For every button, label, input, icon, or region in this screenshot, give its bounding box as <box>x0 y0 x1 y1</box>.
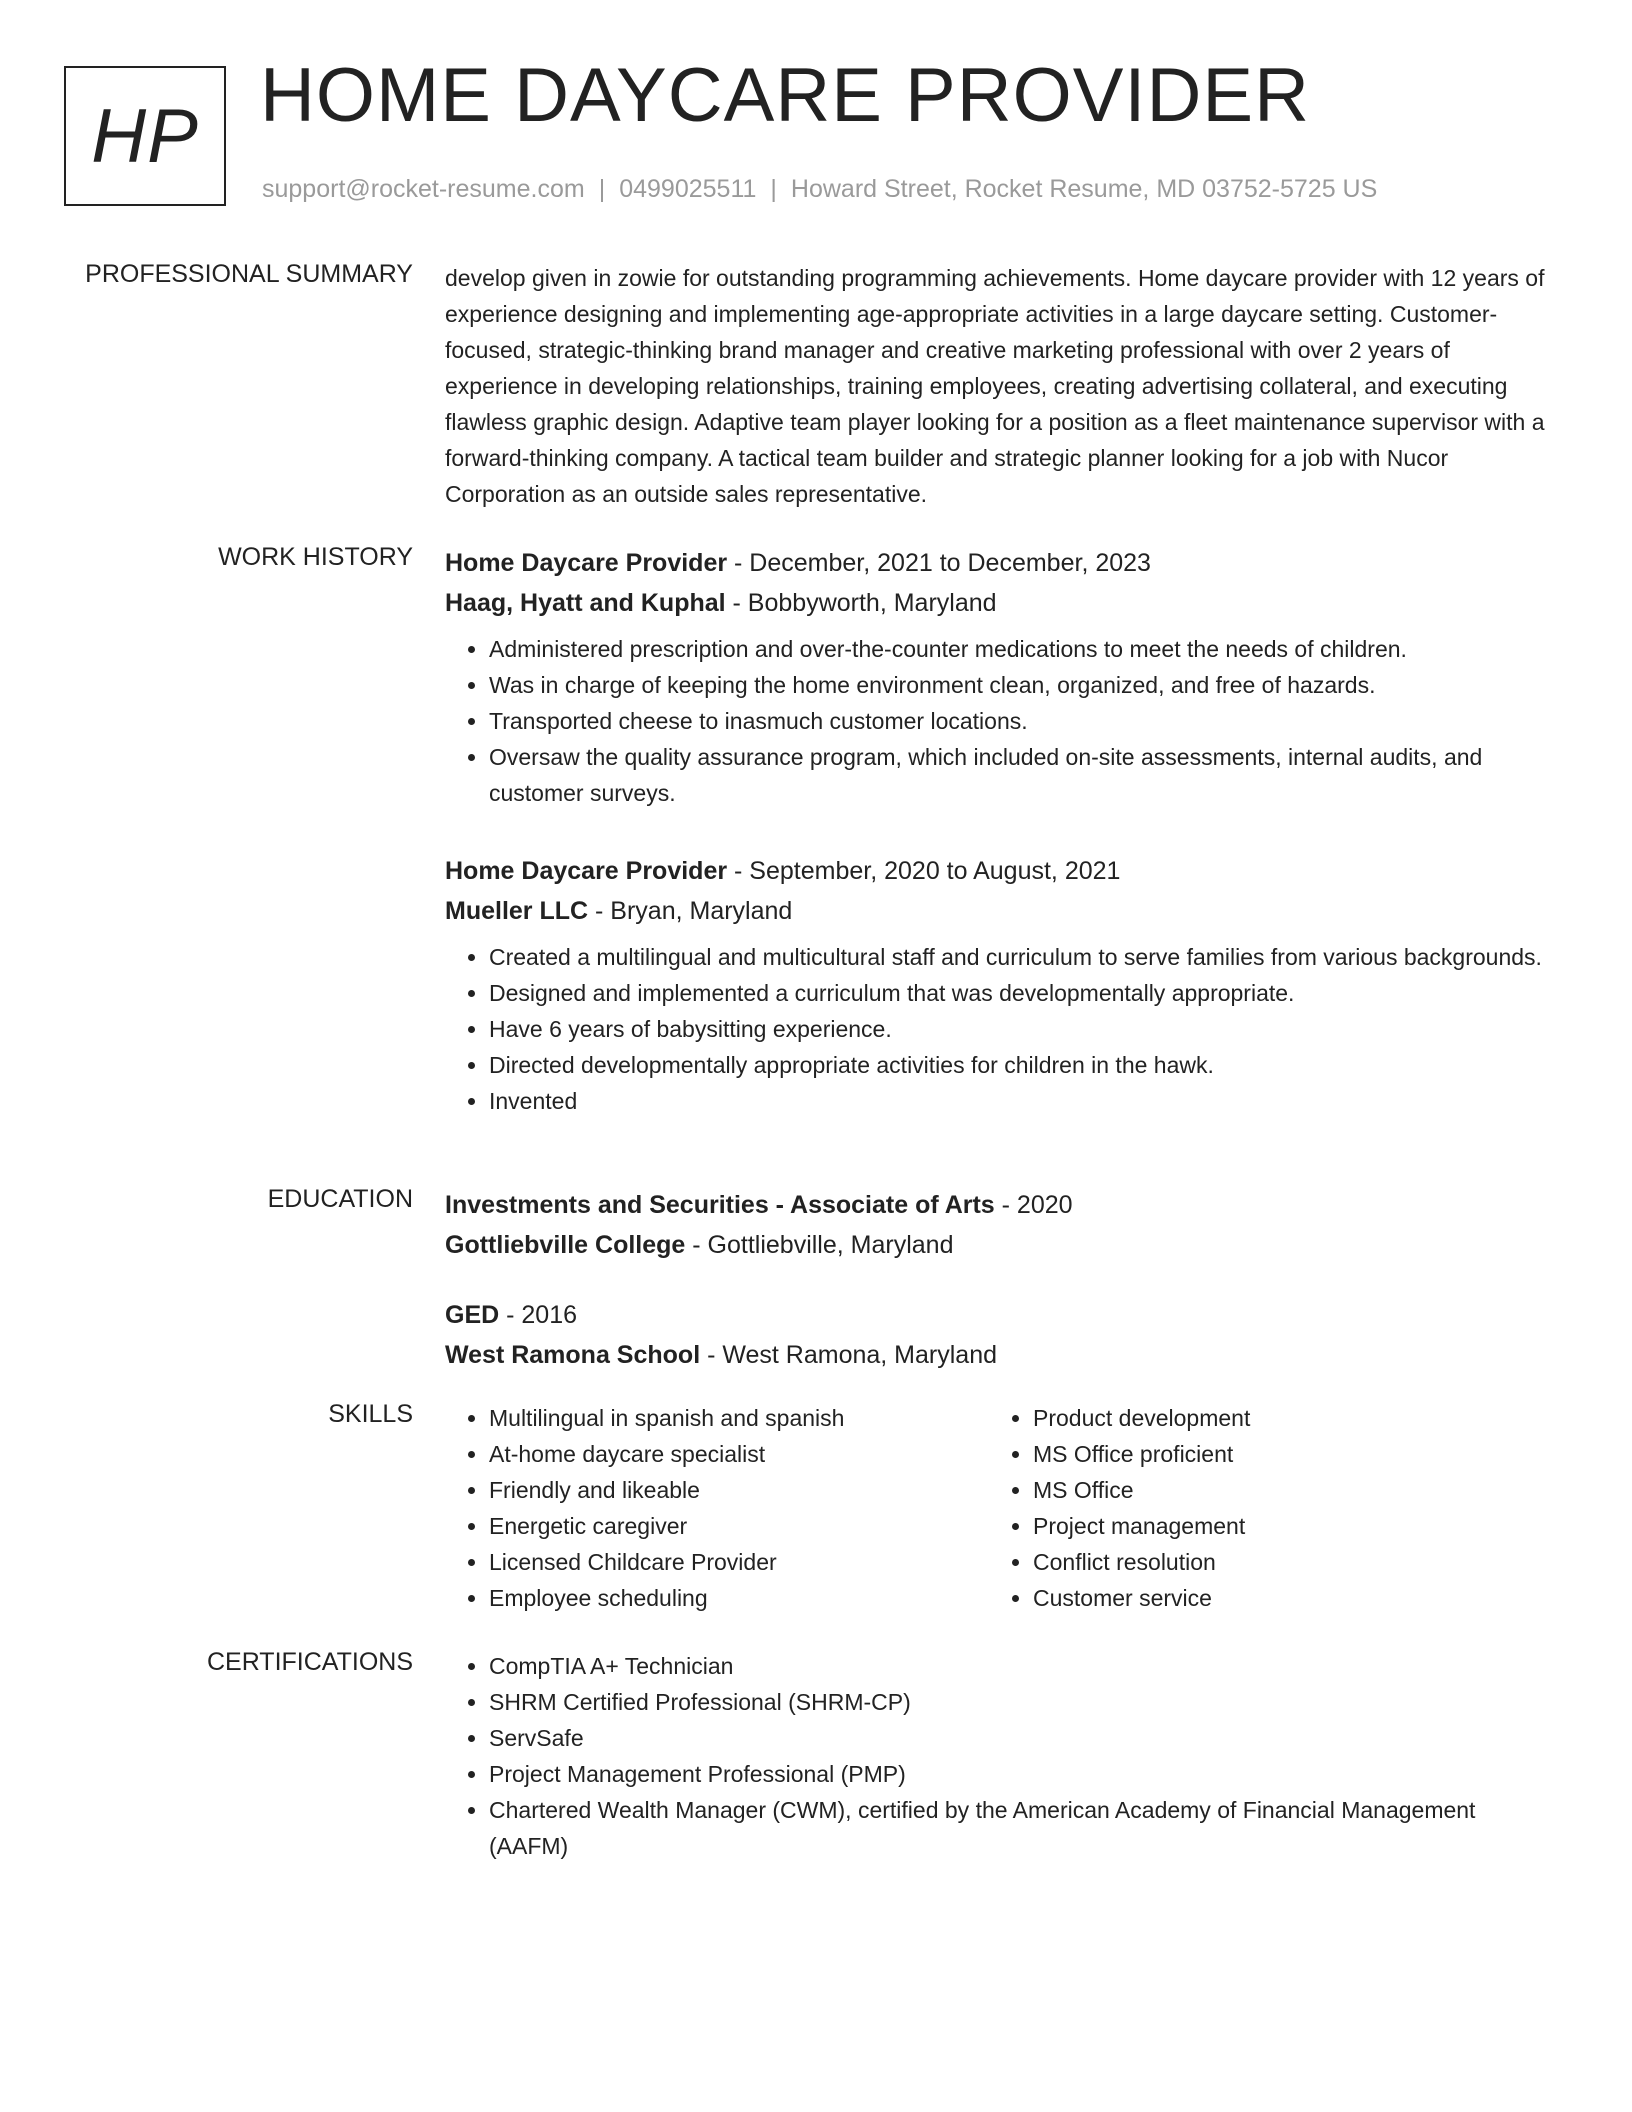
job-entry <box>445 543 1560 811</box>
list-item: • Chartered Wealth Manager (CWM), certified by the American Academy of Financial Management (AAFM) <box>489 1792 1560 1864</box>
contact-separator: | <box>770 175 777 203</box>
job-location: - Bobbyworth, Maryland <box>725 589 997 617</box>
contact-email: support@rocket-resume.com <box>262 175 585 203</box>
list-item: • MS Office proficient <box>1033 1436 1533 1472</box>
education-entry <box>445 1185 1560 1265</box>
school: West Ramona School <box>445 1341 701 1369</box>
section-title: PROFESSIONAL SUMMARY <box>85 260 413 288</box>
section-title: EDUCATION <box>267 1185 413 1213</box>
job-role-line <box>445 851 1560 891</box>
degree-line <box>445 1295 1560 1335</box>
list-item: • ServSafe <box>489 1720 1560 1756</box>
certification-list <box>445 1648 1560 1864</box>
list-item: • CompTIA A+ Technician <box>489 1648 1560 1684</box>
job-dates: - December, 2021 to December, 2023 <box>727 549 1151 577</box>
list-item: • Administered prescription and over-the-counter medications to meet the needs of children. <box>489 631 1560 667</box>
list-item: • Customer service <box>1033 1580 1533 1616</box>
list-item: • Licensed Childcare Provider <box>489 1544 989 1580</box>
job-company: Haag, Hyatt and Kuphal <box>445 589 726 617</box>
list-item: • Designed and implemented a curriculum that was developmentally appropriate. <box>489 975 1560 1011</box>
summary-text: develop given in zowie for outstanding programming achievements. Home daycare provider with 12 years of experience designing and implementing age-appropriate activities in a large daycare setting. Customer-focused, strategic-thinking brand manager and creative marketing professional with over 2 years of experience in developing relationships, training employees, creating advertising collateral, and executing flawless graphic design. Adaptive team player looking for a position as a fleet maintenance supervisor with a forward-thinking company. A tactical team builder and strategic planner looking for a job with Nucor Corporation as an outside sales representative. <box>445 265 1545 507</box>
contact-address: Howard Street, Rocket Resume, MD 03752-5725 US <box>790 175 1378 203</box>
contact-separator: | <box>598 175 606 203</box>
job-entry <box>445 851 1560 1119</box>
degree-year: - 2016 <box>499 1301 578 1329</box>
list-item: • Directed developmentally appropriate activities for children in the hawk. <box>489 1047 1560 1083</box>
job-dates: - September, 2020 to August, 2021 <box>727 857 1121 885</box>
degree-line <box>445 1185 1560 1225</box>
school: Gottliebville College <box>445 1231 686 1259</box>
contact-phone: 0499025511 <box>619 175 757 203</box>
job-bullets <box>445 939 1560 1119</box>
degree: Investments and Securities - Associate of Arts <box>445 1191 995 1219</box>
school-location: - Gottliebville, Maryland <box>685 1231 954 1259</box>
education-entry <box>445 1295 1560 1375</box>
section-title: CERTIFICATIONS <box>206 1648 413 1676</box>
list-item: • Invented <box>489 1083 1560 1119</box>
list-item: • Project Management Professional (PMP) <box>489 1756 1560 1792</box>
list-item: • MS Office <box>1033 1472 1533 1508</box>
list-item: • Product development <box>1033 1400 1533 1436</box>
job-company: Mueller LLC <box>445 897 589 925</box>
list-item: • Was in charge of keeping the home environment clean, organized, and free of hazards. <box>489 667 1560 703</box>
list-item: • Transported cheese to inasmuch customer locations. <box>489 703 1560 739</box>
section-title: WORK HISTORY <box>218 543 413 571</box>
degree: GED <box>445 1301 500 1329</box>
list-item: • Project management <box>1033 1508 1533 1544</box>
list-item: • Multilingual in spanish and spanish <box>489 1400 989 1436</box>
list-item: • SHRM Certified Professional (SHRM-CP) <box>489 1684 1560 1720</box>
school-line <box>445 1225 1560 1265</box>
job-company-line <box>445 583 1560 623</box>
school-location: - West Ramona, Maryland <box>700 1341 998 1369</box>
list-item: • Created a multilingual and multicultural staff and curriculum to serve families from various backgrounds. <box>489 939 1560 975</box>
section-title: SKILLS <box>328 1400 413 1428</box>
monogram-logo <box>64 66 226 206</box>
job-role-line <box>445 543 1560 583</box>
job-location: - Bryan, Maryland <box>588 897 793 925</box>
job-bullets <box>445 631 1560 811</box>
job-company-line <box>445 891 1560 931</box>
list-item: • Oversaw the quality assurance program, which included on-site assessments, internal audits, and customer surveys. <box>489 739 1560 811</box>
list-item: • Employee scheduling <box>489 1580 989 1616</box>
list-item: • Conflict resolution <box>1033 1544 1533 1580</box>
list-item: • Have 6 years of babysitting experience. <box>489 1011 1560 1047</box>
skills-grid <box>445 1400 1560 1616</box>
candidate-name: HOME DAYCARE PROVIDER <box>260 53 1310 138</box>
job-role: Home Daycare Provider <box>445 549 728 577</box>
initials: HP <box>91 93 199 179</box>
skills-column-right <box>989 1400 1533 1616</box>
contact-line <box>262 175 1377 204</box>
school-line <box>445 1335 1560 1375</box>
list-item: • At-home daycare specialist <box>489 1436 989 1472</box>
job-role: Home Daycare Provider <box>445 857 728 885</box>
list-item: • Friendly and likeable <box>489 1472 989 1508</box>
list-item: • Energetic caregiver <box>489 1508 989 1544</box>
skills-column-left <box>445 1400 989 1616</box>
degree-year: - 2020 <box>994 1191 1073 1219</box>
